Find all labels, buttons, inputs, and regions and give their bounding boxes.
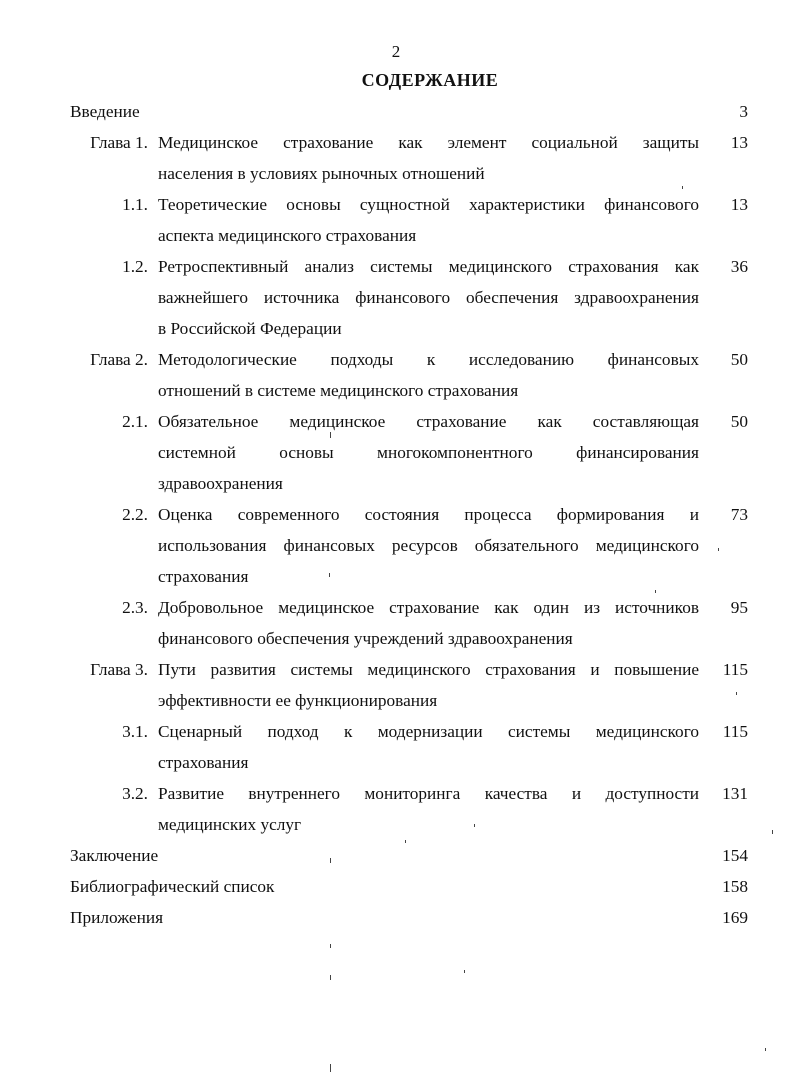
toc-entry-title-line: страхования bbox=[158, 753, 249, 772]
scan-speck bbox=[330, 944, 331, 948]
scan-speck bbox=[329, 573, 330, 577]
toc-chapter bbox=[0, 654, 792, 716]
toc-section bbox=[0, 189, 792, 251]
toc-entry-page: 73 bbox=[730, 505, 748, 524]
scan-speck bbox=[765, 1048, 766, 1051]
toc-entry-title-line: Оценка современного состояния процесса формирования и bbox=[158, 505, 699, 524]
toc-entry-page: 169 bbox=[722, 908, 748, 927]
toc-entry-title-line: Развитие внутреннего мониторинга качества и доступности bbox=[158, 784, 699, 803]
toc-entry bbox=[0, 902, 792, 933]
toc-entry bbox=[0, 96, 792, 127]
toc-entry-title-line: использования финансовых ресурсов обязательного медицинского bbox=[158, 536, 699, 555]
toc-entry-title-line: здравоохранения bbox=[158, 474, 283, 493]
toc-entry-title-line: Теоретические основы сущностной характеристики финансового bbox=[158, 195, 699, 214]
scan-speck bbox=[474, 824, 475, 827]
toc-entry-page: 13 bbox=[730, 195, 748, 214]
toc-entry-page: 115 bbox=[722, 722, 748, 741]
page-number: 2 bbox=[391, 42, 401, 61]
toc-entry-title-line: страхования bbox=[158, 567, 249, 586]
toc-section bbox=[0, 406, 792, 499]
toc-entry-number: 2.2. bbox=[122, 505, 148, 524]
toc-entry-title bbox=[158, 127, 699, 189]
toc-entry-title-line: финансового обеспечения учреждений здравоохранения bbox=[158, 629, 573, 648]
toc-entry-title bbox=[158, 251, 699, 344]
toc-section bbox=[0, 592, 792, 654]
toc-entry-page: 50 bbox=[730, 412, 748, 431]
toc-section bbox=[0, 251, 792, 344]
toc-entry-page: 158 bbox=[722, 877, 748, 896]
toc-entry-title: Приложения bbox=[70, 908, 164, 927]
toc-entry-page: 13 bbox=[730, 133, 748, 152]
toc-entry-title-line: Сценарный подход к модернизации системы медицинского bbox=[158, 722, 699, 741]
scan-speck bbox=[464, 970, 465, 973]
toc-entry-page: 95 bbox=[730, 598, 748, 617]
toc-entry-page: 115 bbox=[722, 660, 748, 679]
toc-entry-title bbox=[158, 716, 699, 778]
toc-entry bbox=[0, 871, 792, 902]
scan-speck bbox=[772, 830, 773, 834]
toc-entry-title bbox=[158, 499, 699, 592]
toc-entry-number: 3.2. bbox=[122, 784, 148, 803]
scan-speck bbox=[718, 548, 719, 551]
toc-entry-number: 1.2. bbox=[122, 257, 148, 276]
toc-section bbox=[0, 716, 792, 778]
toc-entry-title bbox=[158, 189, 699, 251]
toc-entry-page: 36 bbox=[730, 257, 748, 276]
toc-chapter bbox=[0, 344, 792, 406]
scan-speck bbox=[330, 1064, 331, 1072]
toc-entry-title-line: важнейшего источника финансового обеспечения здравоохранения bbox=[158, 288, 699, 307]
toc-entry-number: 2.3. bbox=[122, 598, 148, 617]
toc-entry-number: 3.1. bbox=[122, 722, 148, 741]
toc-entry-title-line: Добровольное медицинское страхование как один из источников bbox=[158, 598, 699, 617]
toc-entry-title bbox=[158, 654, 699, 716]
toc-section bbox=[0, 778, 792, 840]
toc-entry-title bbox=[158, 592, 699, 654]
scan-speck bbox=[330, 858, 331, 863]
scan-speck bbox=[736, 692, 737, 695]
toc-chapter bbox=[0, 127, 792, 189]
scan-speck bbox=[330, 432, 331, 438]
toc-entry-title-line: Обязательное медицинское страхование как составляющая bbox=[158, 412, 699, 431]
toc-entry-title-line: населения в условиях рыночных отношений bbox=[158, 164, 485, 183]
toc-entry-title-line: Медицинское страхование как элемент социальной защиты bbox=[158, 133, 699, 152]
toc-entry-page: 154 bbox=[722, 846, 748, 865]
toc-entry-title: Введение bbox=[70, 102, 140, 121]
toc-entry-title: Заключение bbox=[70, 846, 159, 865]
toc-entry-title-line: системной основы многокомпонентного финансирования bbox=[158, 443, 699, 462]
toc-entry-page: 50 bbox=[730, 350, 748, 369]
toc-entry-page: 131 bbox=[722, 784, 748, 803]
toc-entry-title-line: в Российской Федерации bbox=[158, 319, 342, 338]
toc-section bbox=[0, 499, 792, 592]
toc-entry-number: Глава 2. bbox=[90, 350, 148, 369]
toc-entry-number: 2.1. bbox=[122, 412, 148, 431]
scan-speck bbox=[405, 840, 406, 843]
toc-entry-title bbox=[158, 344, 699, 406]
toc-entry-title: Библиографический список bbox=[70, 877, 275, 896]
toc-entry-number: Глава 3. bbox=[90, 660, 148, 679]
scan-speck bbox=[655, 590, 656, 593]
scan-speck bbox=[682, 186, 683, 189]
toc-entry-title-line: Ретроспективный анализ системы медицинского страхования как bbox=[158, 257, 699, 276]
toc-entry-title-line: отношений в системе медицинского страхования bbox=[158, 381, 519, 400]
toc-entry-title bbox=[158, 406, 699, 499]
toc-entry-page: 3 bbox=[739, 102, 748, 121]
toc-entry-title-line: Пути развития системы медицинского страхования и повышение bbox=[158, 660, 699, 679]
toc-entry-number: Глава 1. bbox=[90, 133, 148, 152]
toc-entry-number: 1.1. bbox=[122, 195, 148, 214]
toc-entry-title-line: Методологические подходы к исследованию финансовых bbox=[158, 350, 699, 369]
toc-entry-title-line: эффективности ее функционирования bbox=[158, 691, 438, 710]
scan-speck bbox=[330, 975, 331, 980]
page-title: СОДЕРЖАНИЕ bbox=[361, 70, 499, 90]
toc-entry bbox=[0, 840, 792, 871]
toc-entry-title-line: аспекта медицинского страхования bbox=[158, 226, 417, 245]
toc-entry-title bbox=[158, 778, 699, 840]
toc-entry-title-line: медицинских услуг bbox=[158, 815, 302, 834]
